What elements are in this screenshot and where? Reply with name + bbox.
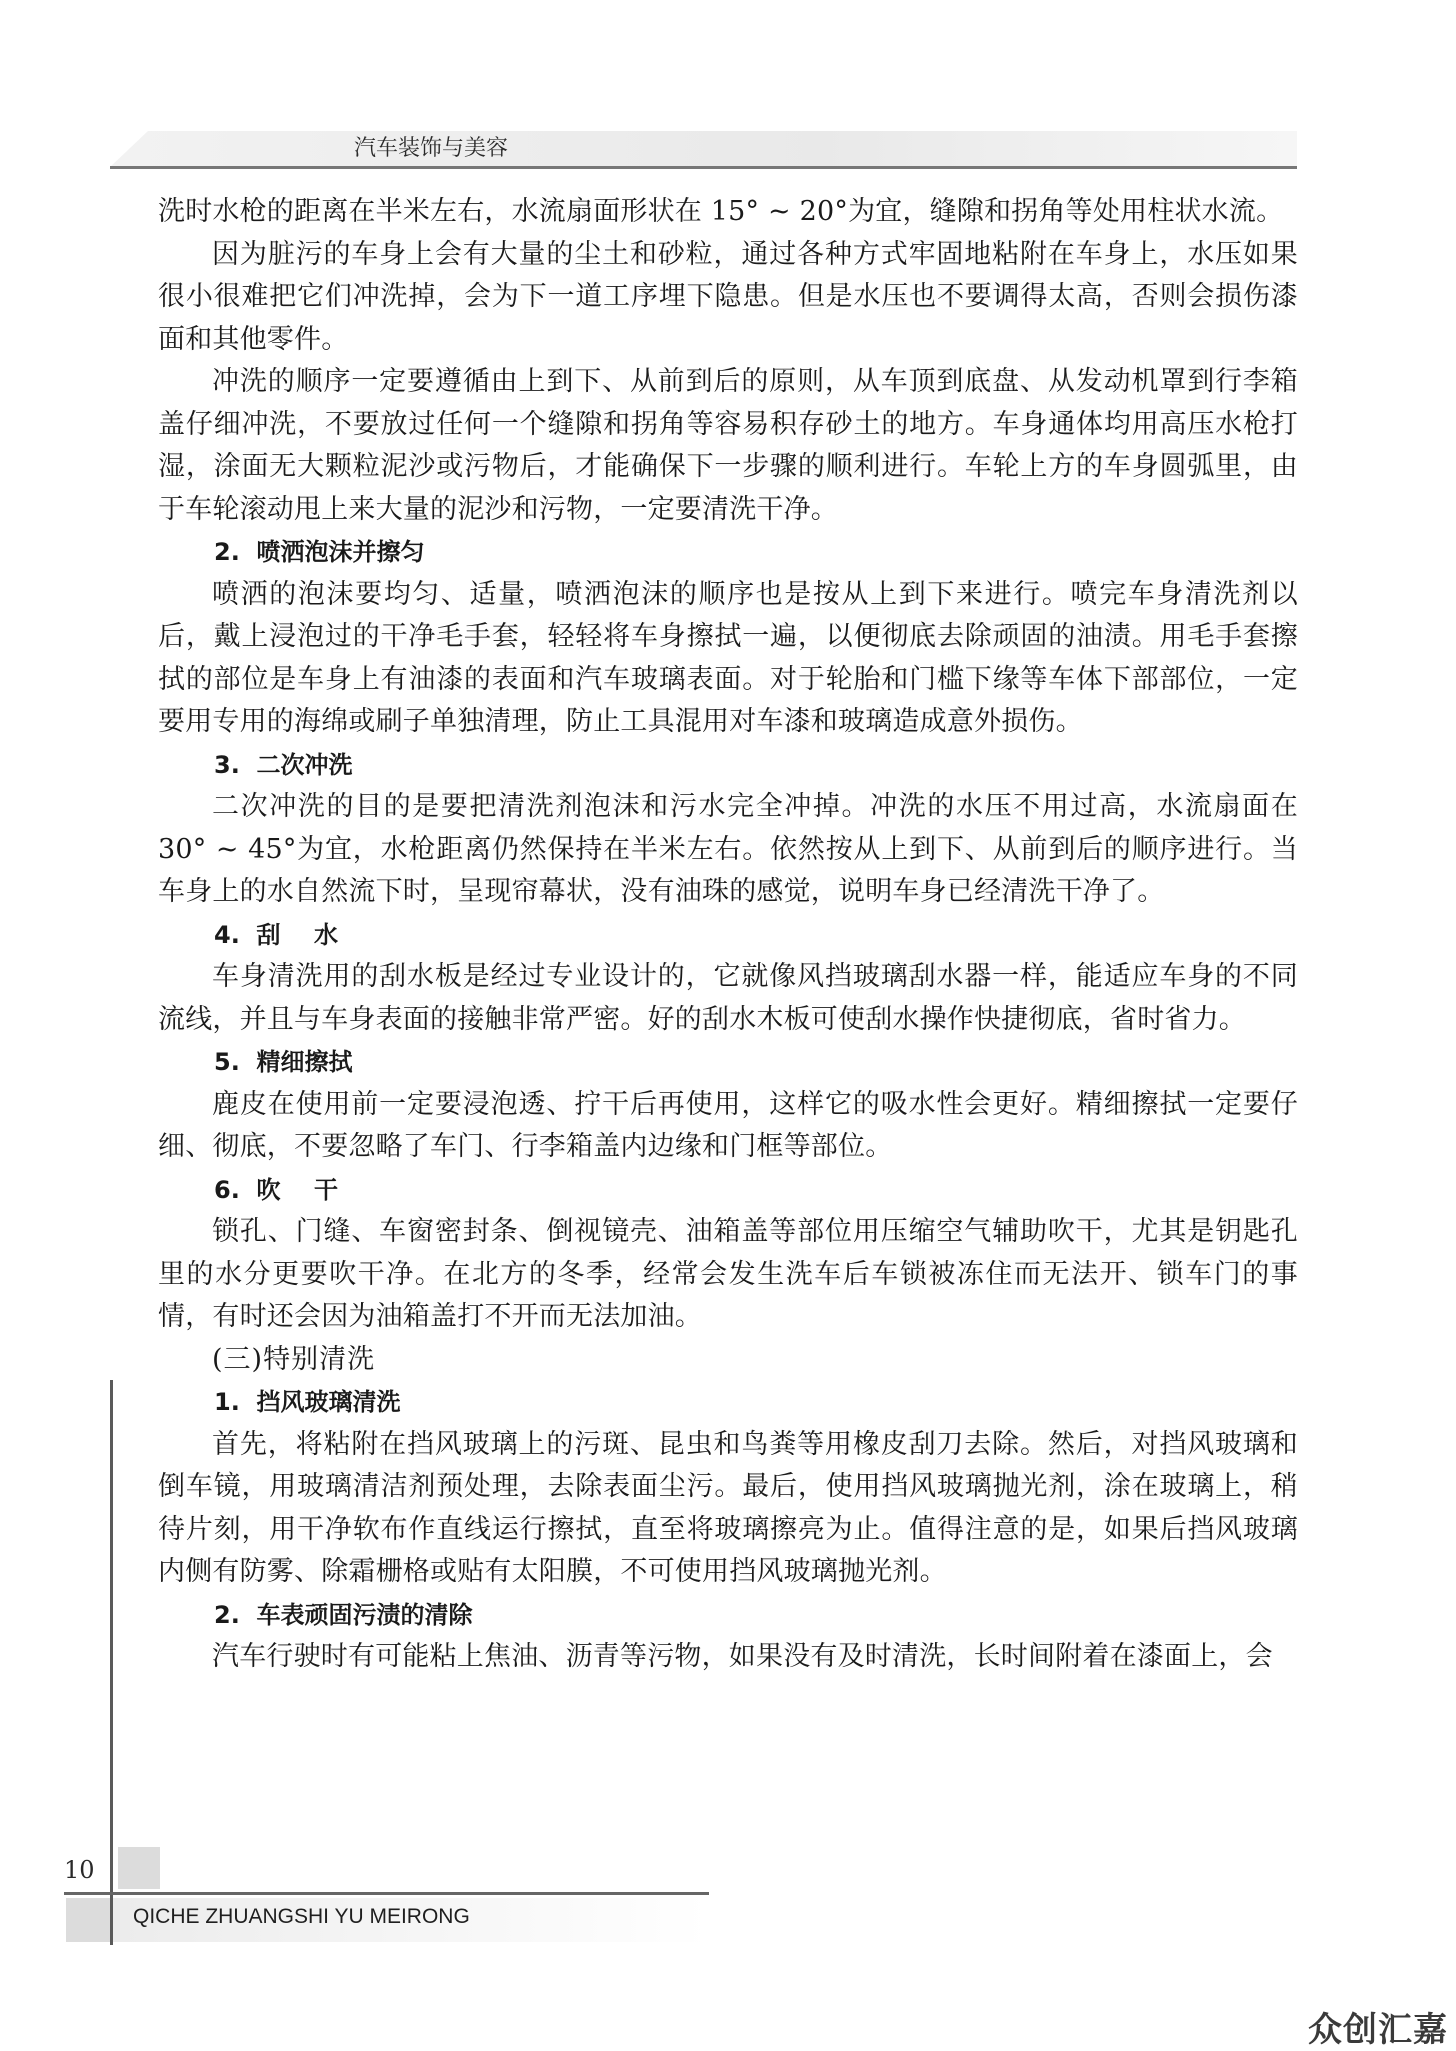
footer-rule [64, 1892, 709, 1895]
running-footer-title: QICHE ZHUANGSHI YU MEIRONG [133, 1905, 470, 1928]
paragraph-stubborn-stains: 汽车行驶时有可能粘上焦油、沥青等污物，如果没有及时清洗，长时间附着在漆面上，会 [212, 1641, 1273, 1672]
footer-square-top [118, 1847, 160, 1889]
footer-square-bottom [66, 1898, 110, 1942]
section-special-cleaning: (三)特别清洗 [212, 1343, 376, 1375]
page-number: 10 [64, 1856, 95, 1884]
paragraph-spray-foam: 喷洒的泡沫要均匀、适量，喷洒泡沫的顺序也是按从上到下来进行。喷完车身清洗剂以后，戴上浸泡过的干净毛手套，轻轻将车身擦拭一遍，以便彻底去除顽固的油渍。用毛手套擦拭的部位是车身上有油漆的表面和汽车玻璃表面。对于轮胎和门槛下缘等车体下部部位，一定要用专用的海绵或刷子单独清理，防止工具混用对车漆和玻璃造成意外损伤。 [158, 578, 1298, 737]
heading-blow-dry: 6. 吹 干 [214, 1175, 338, 1204]
heading-spray-foam: 2. 喷洒泡沫并擦匀 [214, 538, 425, 566]
paragraph-squeegee: 车身清洗用的刮水板是经过专业设计的，它就像风挡玻璃刮水器一样，能适应车身的不同流线，并且与车身表面的接触非常严密。好的刮水木板可使刮水操作快捷彻底，省时省力。 [158, 961, 1298, 1035]
paragraph-windshield: 首先，将粘附在挡风玻璃上的污斑、昆虫和鸟粪等用橡皮刮刀去除。然后，对挡风玻璃和倒车镜，用玻璃清洁剂预处理，去除表面尘污。最后，使用挡风玻璃抛光剂，涂在玻璃上，稍待片刻，用干净软布作直线运行擦拭，直至将玻璃擦亮为止。值得注意的是，如果后挡风玻璃内侧有防雾、除霜栅格或贴有太阳膜，不可使用挡风玻璃抛光剂。 [158, 1428, 1298, 1587]
heading-squeegee: 4. 刮 水 [214, 920, 338, 949]
running-header-title: 汽车装饰与美容 [354, 136, 509, 161]
heading-second-rinse: 3. 二次冲洗 [214, 750, 353, 779]
page-body [158, 191, 1298, 1679]
paragraph-spray-distance: 洗时水枪的距离在半米左右，水流扇面形状在 15° ~ 20°为宜，缝隙和拐角等处用柱状水流。 [158, 196, 1284, 227]
header-band [110, 131, 1297, 167]
heading-fine-wipe: 5. 精细擦拭 [214, 1048, 353, 1076]
paragraph-water-pressure: 因为脏污的车身上会有大量的尘土和砂粒，通过各种方式牢固地粘附在车身上，水压如果很小很难把它们冲洗掉，会为下一道工序埋下隐患。但是水压也不要调得太高，否则会损伤漆面和其他零件。 [158, 238, 1298, 355]
watermark-logo: 众创汇嘉 [1308, 2010, 1448, 2050]
paragraph-fine-wipe: 鹿皮在使用前一定要浸泡透、拧干后再使用，这样它的吸水性会更好。精细擦拭一定要仔细、彻底，不要忽略了车门、行李箱盖内边缘和门框等部位。 [158, 1088, 1298, 1162]
paragraph-blow-dry: 锁孔、门缝、车窗密封条、倒视镜壳、油箱盖等部位用压缩空气辅助吹干，尤其是钥匙孔里的水分更要吹干净。在北方的冬季，经常会发生洗车后车锁被冻住而无法开、锁车门的事情，有时还会因为油箱盖打不开而无法加油。 [158, 1216, 1298, 1332]
left-margin-rule [110, 1380, 113, 1945]
paragraph-second-rinse: 二次冲洗的目的是要把清洗剂泡沫和污水完全冲掉。冲洗的水压不用过高，水流扇面在 30° ~ 45°为宜，水枪距离仍然保持在半米左右。依然按从上到下、从前到后的顺序进行。当车身上的水自然流下时，呈现帘幕状，没有油珠的感觉，说明车身已经清洗干净了。 [158, 791, 1298, 907]
heading-windshield: 1. 挡风玻璃清洗 [214, 1388, 401, 1416]
header-rule [110, 166, 1297, 169]
paragraph-rinse-order: 冲洗的顺序一定要遵循由上到下、从前到后的原则，从车顶到底盘、从发动机罩到行李箱盖仔细冲洗，不要放过任何一个缝隙和拐角等容易积存砂土的地方。车身通体均用高压水枪打湿，涂面无大颗粒泥沙或污物后，才能确保下一步骤的顺利进行。车轮上方的车身圆弧里，由于车轮滚动甩上来大量的泥沙和污物，一定要清洗干净。 [158, 366, 1298, 525]
heading-stubborn-stains: 2. 车表顽固污渍的清除 [214, 1600, 473, 1629]
